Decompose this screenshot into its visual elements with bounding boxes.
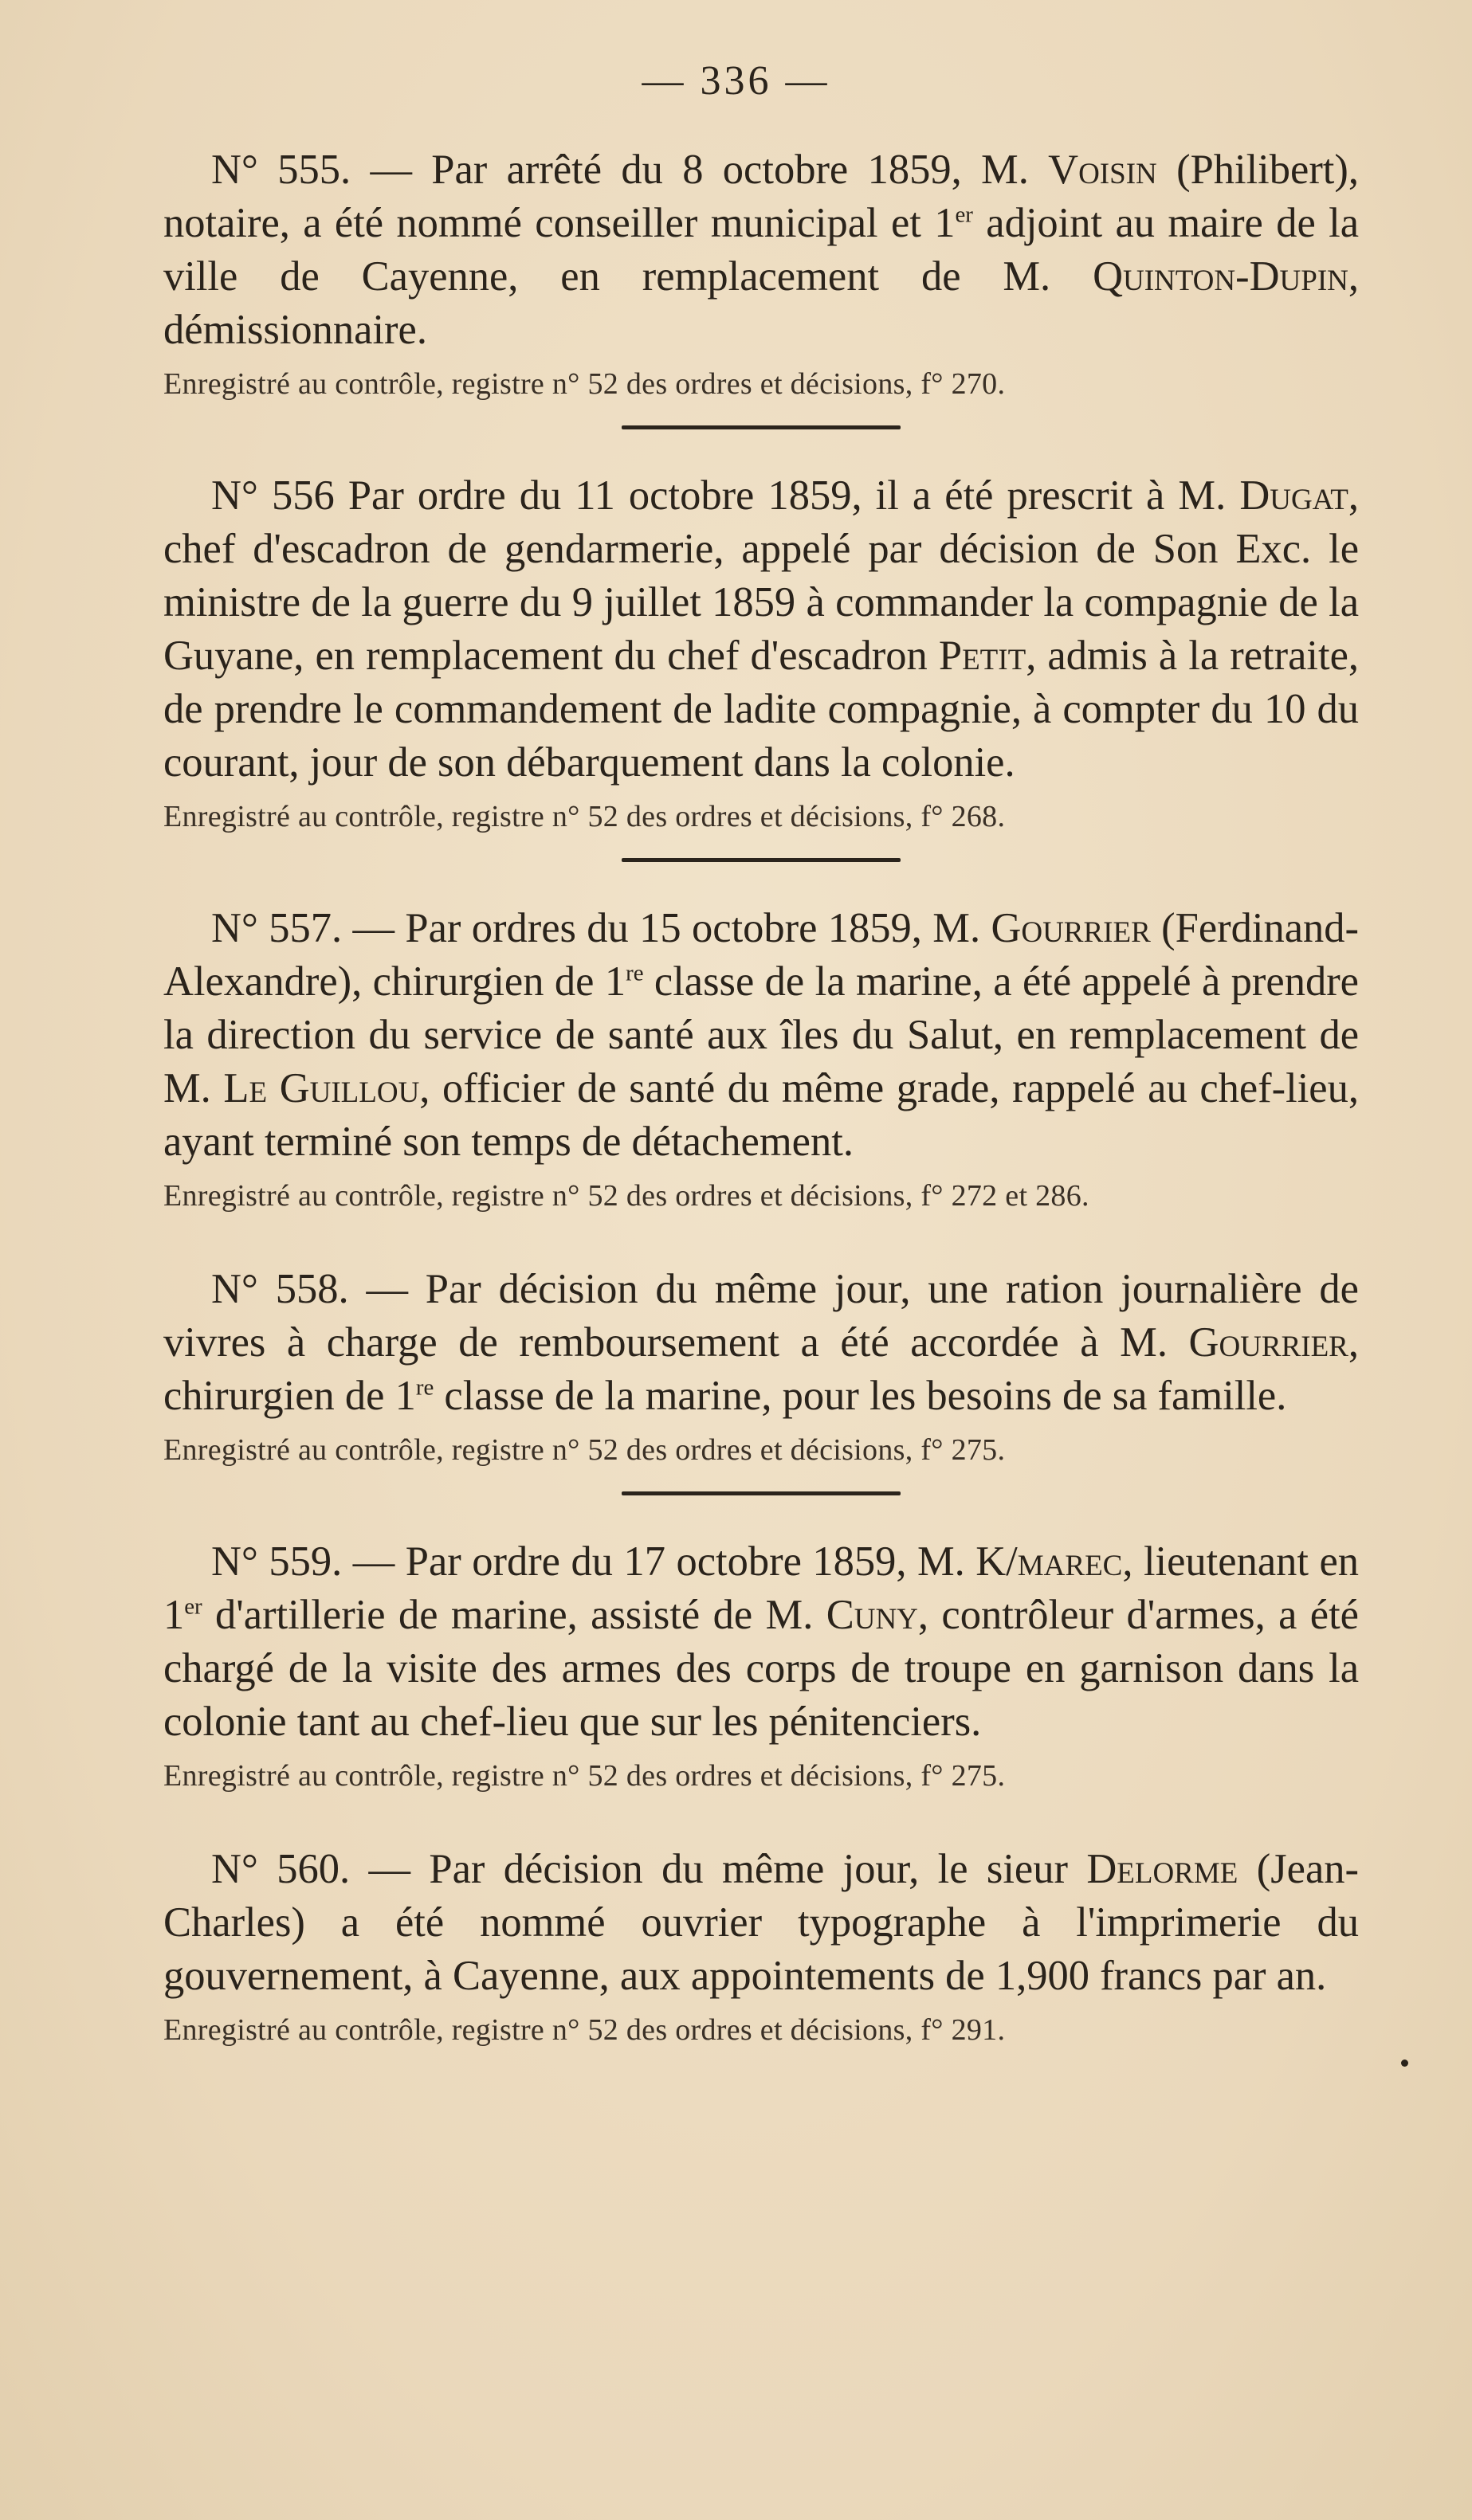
entry-text: , chirurgien de 1 <box>163 1319 1359 1419</box>
entry-number: N° 556 <box>211 472 335 519</box>
entry-text: — Par décision du même jour, une ration journalière de vivres à charge de remboursement a été accordée à M. <box>163 1266 1359 1366</box>
entry-body <box>163 143 1359 357</box>
entry-text: (Philibert), notaire, a été nommé conseiller municipal et 1 <box>163 147 1360 246</box>
entry-body <box>163 902 1359 1169</box>
entry-text: classe de la marine, a été appelé à prendre la direction du service de santé aux îles du Salut, en remplacement de M. <box>163 958 1359 1111</box>
entry-555 <box>163 143 1359 408</box>
separator-rule <box>622 1491 901 1495</box>
registration-line: Enregistré au contrôle, registre n° 52 des ordres et décisions, f° 270. <box>163 367 1006 401</box>
registration-line: Enregistré au contrôle, registre n° 52 des ordres et décisions, f° 275. <box>163 1759 1006 1793</box>
registration-line: Enregistré au contrôle, registre n° 52 des ordres et décisions, f° 275. <box>163 1433 1006 1467</box>
text-column <box>163 143 1359 2054</box>
person-name: Petit <box>938 633 1026 679</box>
entry-text: — Par arrêté du 8 octobre 1859, M. <box>351 147 1049 193</box>
entry-text: — Par ordres du 15 octobre 1859, M. <box>342 905 991 951</box>
entry-text: , démissionnaire. <box>163 253 1359 353</box>
entry-number: N° 555. <box>211 147 351 193</box>
entry-557 <box>163 902 1359 1220</box>
person-name: Le Guillou <box>223 1065 420 1111</box>
page-number: — 336 — <box>642 58 830 104</box>
entry-gap <box>163 1220 1359 1263</box>
entry-556 <box>163 469 1359 841</box>
entry-text: Par ordre du 11 octobre 1859, il a été prescrit à M. <box>334 472 1240 519</box>
entry-559 <box>163 1535 1359 1800</box>
person-name: Voisin <box>1048 147 1157 193</box>
entry-text: , chef d'escadron de gendarmerie, appelé par décision de Son Exc. le ministre de la guerre du 9 juillet 1859 à commander la compagnie de la Guyane, en remplacement du chef d'escadron <box>163 472 1360 679</box>
ordinal-suffix: re <box>415 1374 434 1401</box>
entry-text: — Par ordre du 17 octobre 1859, M. <box>342 1538 976 1585</box>
entry-body <box>163 469 1359 790</box>
registration-line: Enregistré au contrôle, registre n° 52 des ordres et décisions, f° 268. <box>163 800 1006 833</box>
registration-line: Enregistré au contrôle, registre n° 52 des ordres et décisions, f° 291. <box>163 2013 1006 2047</box>
margin-mark <box>1401 2060 1408 2067</box>
entry-text: , admis à la retraite, de prendre le commandement de ladite compagnie, à compter du 10 du courant, jour de son débarquement dans la colonie. <box>163 633 1359 786</box>
person-name: Gourrier <box>991 905 1151 951</box>
entry-text: , contrôleur d'armes, a été chargé de la visite des armes des corps de troupe en garnison dans la colonie tant au chef-lieu que sur les pénitenciers. <box>163 1592 1359 1745</box>
entry-body <box>163 1843 1359 2003</box>
registration-line: Enregistré au contrôle, registre n° 52 des ordres et décisions, f° 272 et 286. <box>163 1179 1089 1213</box>
ordinal-suffix: er <box>184 1593 202 1620</box>
person-name: Delorme <box>1086 1846 1238 1892</box>
entry-text: , officier de santé du même grade, rappelé au chef-lieu, ayant terminé son temps de détachement. <box>163 1065 1359 1165</box>
entry-gap <box>163 1800 1359 1843</box>
separator-rule <box>622 858 901 862</box>
person-name: Gourrier <box>1188 1319 1348 1366</box>
person-name: Quinton-Dupin <box>1093 253 1348 300</box>
ordinal-suffix: re <box>626 960 644 986</box>
entry-body <box>163 1263 1359 1423</box>
ordinal-suffix: er <box>955 202 973 228</box>
entry-560 <box>163 1843 1359 2054</box>
entry-text: adjoint au maire de la ville de Cayenne, en remplacement de M. <box>163 200 1359 300</box>
entry-558 <box>163 1263 1359 1474</box>
entry-text: d'artillerie de marine, assisté de M. <box>202 1592 826 1638</box>
entry-text: — Par décision du même jour, le sieur <box>350 1846 1087 1892</box>
entry-number: N° 558. <box>211 1266 349 1312</box>
person-name: Cuny <box>826 1592 918 1638</box>
entry-number: N° 559. <box>211 1538 343 1585</box>
entry-text: (Jean-Charles) a été nommé ouvrier typographe à l'imprimerie du gouvernement, à Cayenne, aux appointements de 1,900 francs par an. <box>163 1846 1359 1999</box>
separator-rule <box>622 425 901 429</box>
entry-body <box>163 1535 1359 1749</box>
person-name: Dugat <box>1239 472 1348 519</box>
entry-number: N° 560. <box>211 1846 351 1892</box>
entry-text: (Ferdinand-Alexandre), chirurgien de 1 <box>163 905 1359 1005</box>
entry-text: , lieutenant en 1 <box>163 1538 1359 1638</box>
entry-text: classe de la marine, pour les besoins de sa famille. <box>434 1373 1287 1419</box>
entry-number: N° 557. <box>211 905 343 951</box>
person-name: K/marec <box>975 1538 1123 1585</box>
